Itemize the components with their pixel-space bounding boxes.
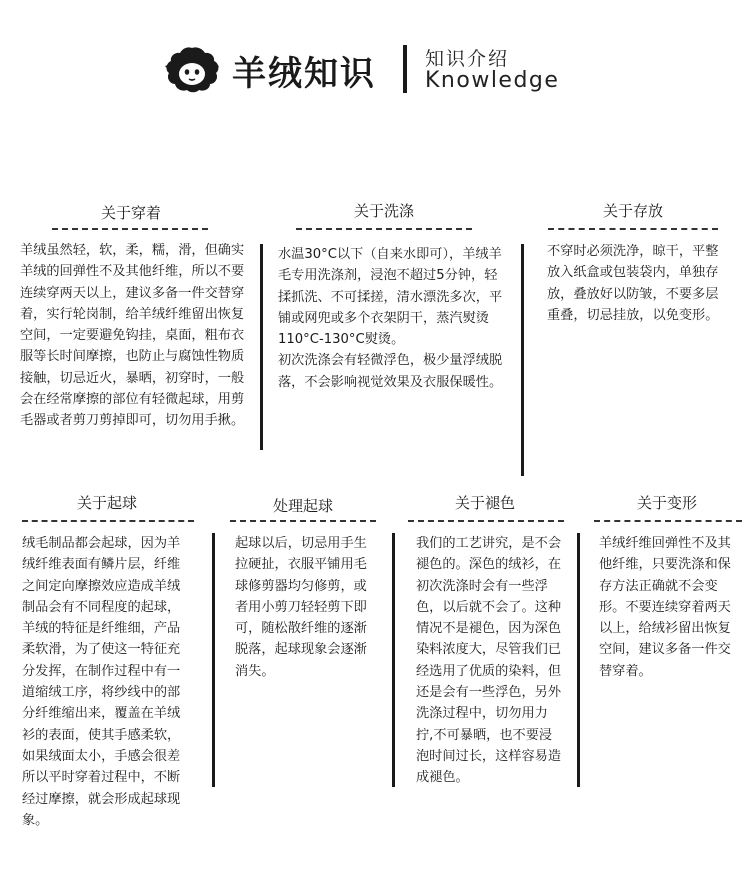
section-divider	[408, 520, 564, 522]
section-divider	[548, 228, 718, 230]
section-text-wearing	[20, 240, 246, 432]
deformation-paragraph: 羊绒纤维回弹性不及其他纤维，只要洗涤和保存方法正确就不会变形。不要连续穿着两天以上，给绒衫留出恢复空间，建议多备一件交替穿着。	[599, 536, 731, 679]
section-divider	[22, 520, 194, 522]
section-divider	[230, 520, 376, 522]
section-title-washing: 关于洗涤	[353, 202, 414, 220]
wearing-paragraph: 羊绒虽然轻，软，柔，糯，滑，但确实羊绒的回弹性不及其他纤维，所以不要连续穿两天以上，建议多备一件交替穿着，实行轮岗制，给羊绒纤维留出恢复空间，一定要避免钩挂，桌面，粗布衣服等长时间摩擦，也防止与腐蚀性物质接触，切忌近火，暴晒，初穿时，一般会在经常摩擦的部位有轻微起球，用剪毛器或者剪刀剪掉即可，切勿用手揪。	[20, 243, 245, 429]
section-title-deformation: 关于变形	[636, 494, 697, 512]
section-text-handling	[235, 533, 377, 682]
section-text-storage	[547, 241, 725, 326]
handling-paragraph: 起球以后，切忌用手生拉硬扯，衣服平铺用毛球修剪器均匀修剪，或者用小剪刀轻轻剪下即可，随松散纤维的逐渐脱落，起球现象会逐渐消失。	[235, 536, 367, 679]
page-subtitle-en: Knowledge	[425, 68, 560, 93]
section-text-pilling	[22, 533, 192, 831]
column-bar	[521, 244, 524, 476]
pilling-paragraph: 绒毛制品都会起球，因为羊绒纤维表面有鳞片层，纤维之间定向摩擦效应造成羊绒制品会有不同程度的起球，羊绒的特征是纤维细，产品柔软滑，为了使这一特征充分发挥，在制作过程中有一道缩绒工序，将纱线中的部分纤维缩出来，覆盖在羊绒衫的表面，使其手感柔软，如果绒面太小，手感会很差所以平时穿着过程中，不断经过摩擦，就会形成起球现象。	[22, 536, 181, 828]
section-text-fading	[416, 533, 562, 789]
column-bar	[212, 533, 215, 787]
section-title-fading: 关于褪色	[454, 494, 515, 512]
page-title: 羊绒知识	[232, 54, 376, 94]
section-divider	[296, 228, 472, 230]
section-text-deformation	[599, 533, 737, 682]
sheep-face-icon	[163, 44, 221, 96]
section-text-washing	[278, 244, 508, 393]
section-title-wearing: 关于穿着	[100, 204, 161, 222]
section-title-pilling: 关于起球	[76, 494, 137, 512]
title-divider	[403, 45, 407, 93]
column-bar	[577, 533, 580, 787]
knowledge-header	[0, 40, 750, 100]
washing-paragraph-1: 水温30°C以下（自来水即可），羊绒羊毛专用洗涤剂，浸泡不超过5分钟，轻揉抓洗、不可揉搓，清水漂洗多次，平铺或网兜或多个衣架阴干，蒸汽熨烫110°C-130°C熨烫。	[278, 247, 503, 348]
section-divider	[52, 228, 208, 230]
section-divider	[594, 520, 742, 522]
section-title-storage: 关于存放	[602, 202, 663, 220]
column-bar	[392, 533, 395, 787]
storage-paragraph: 不穿时必须洗净，晾干，平整放入纸盒或包装袋内，单独存放，叠放好以防皱，不要多层重叠，切忌挂放，以免变形。	[547, 244, 719, 323]
fading-paragraph: 我们的工艺讲究，是不会褪色的。深色的绒衫，在初次洗涤时会有一些浮色，以后就不会了。这种情况不是褪色，因为深色染料浓度大，尽管我们已经选用了优质的染料，但还是会有一些浮色，另外洗涤过程中，切勿用力拧,不可暴晒，也不要浸泡时间过长，这样容易造成褪色。	[416, 536, 562, 786]
page-subtitle-cn: 知识介绍	[425, 48, 510, 70]
section-title-handling: 处理起球	[272, 497, 333, 515]
washing-paragraph-2: 初次洗涤会有轻微浮色，极少量浮绒脱落，不会影响视觉效果及衣服保暖性。	[278, 353, 503, 390]
column-bar	[260, 244, 263, 450]
